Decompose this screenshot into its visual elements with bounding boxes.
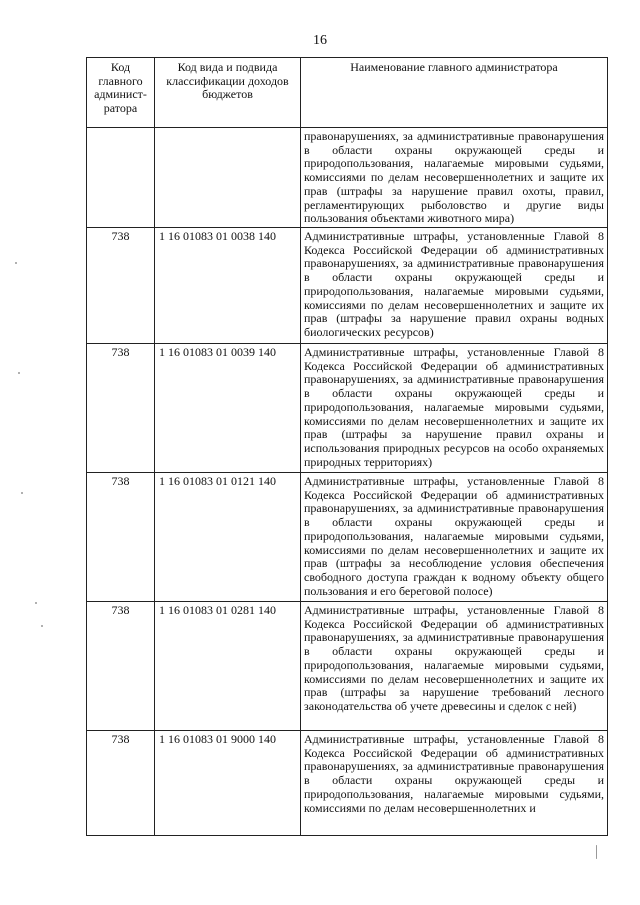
table-row <box>87 344 608 473</box>
scan-speck <box>41 625 43 627</box>
table-row <box>87 731 608 836</box>
scan-speck <box>35 602 37 604</box>
header-admin-code: Код главного админист-ратора <box>87 58 155 128</box>
admin-code-cell: 738 <box>87 473 155 602</box>
table-row <box>87 473 608 602</box>
page-number: 16 <box>313 33 327 48</box>
header-admin-name: Наименование главного администратора <box>301 58 608 128</box>
revenue-classification-table <box>86 57 608 836</box>
admin-name-cell: Административные штрафы, установленные Главой 8 Кодекса Российской Федерации об административных правонарушениях, за административные правонарушения в области охраны окружающей среды и природопользования, налагаемые мировыми судьями, комиссиями по делам несовершеннолетних и защите их прав (штрафы за нарушение правил охраны и использования природных ресурсов на особо охраняемых природных территориях) <box>301 344 608 473</box>
scan-speck <box>596 845 597 859</box>
admin-code-cell: 738 <box>87 344 155 473</box>
table-row <box>87 228 608 344</box>
table-header-row <box>87 58 608 128</box>
income-code-cell: 1 16 01083 01 0038 140 <box>155 228 301 344</box>
scan-speck <box>15 262 17 264</box>
income-code-cell <box>155 128 301 228</box>
income-code-cell: 1 16 01083 01 9000 140 <box>155 731 301 836</box>
admin-code-cell: 738 <box>87 602 155 731</box>
admin-code-cell <box>87 128 155 228</box>
admin-code-cell: 738 <box>87 731 155 836</box>
income-code-cell: 1 16 01083 01 0281 140 <box>155 602 301 731</box>
admin-name-cell: правонарушениях, за административные правонарушения в области охраны окружающей среды и природопользования, налагаемые мировыми судьями, комиссиями по делам несовершеннолетних и защите их прав (штрафы за нарушение правил охоты, правил, регламентирующих рыболовство и другие виды пользования объектами животного мира) <box>301 128 608 228</box>
admin-name-cell: Административные штрафы, установленные Главой 8 Кодекса Российской Федерации об административных правонарушениях, за административные правонарушения в области охраны окружающей среды и природопользования, налагаемые мировыми судьями, комиссиями по делам несовершеннолетних и <box>301 731 608 836</box>
income-code-cell: 1 16 01083 01 0121 140 <box>155 473 301 602</box>
admin-name-cell: Административные штрафы, установленные Главой 8 Кодекса Российской Федерации об административных правонарушениях, за административные правонарушения в области охраны окружающей среды и природопользования, налагаемые мировыми судьями, комиссиями по делам несовершеннолетних и защите их прав (штрафы за нарушение правил охраны водных биологических ресурсов) <box>301 228 608 344</box>
admin-name-cell: Административные штрафы, установленные Главой 8 Кодекса Российской Федерации об административных правонарушениях, за административные правонарушения в области охраны окружающей среды и природопользования, налагаемые мировыми судьями, комиссиями по делам несовершеннолетних и защите их прав (штрафы за нарушение требований лесного законодательства об учете древесины и сделок с ней) <box>301 602 608 731</box>
header-income-code: Код вида и подвида классификации доходов бюджетов <box>155 58 301 128</box>
table-row <box>87 602 608 731</box>
admin-name-cell: Административные штрафы, установленные Главой 8 Кодекса Российской Федерации об административных правонарушениях, за административные правонарушения в области охраны окружающей среды и природопользования, налагаемые мировыми судьями, комиссиями по делам несовершеннолетних и защите их прав (штрафы за несоблюдение условия обеспечения свободного доступа граждан к водному объекту общего пользования и его береговой полосе) <box>301 473 608 602</box>
scan-speck <box>21 492 23 494</box>
scan-speck <box>18 372 20 374</box>
income-code-cell: 1 16 01083 01 0039 140 <box>155 344 301 473</box>
admin-code-cell: 738 <box>87 228 155 344</box>
table-row <box>87 128 608 228</box>
